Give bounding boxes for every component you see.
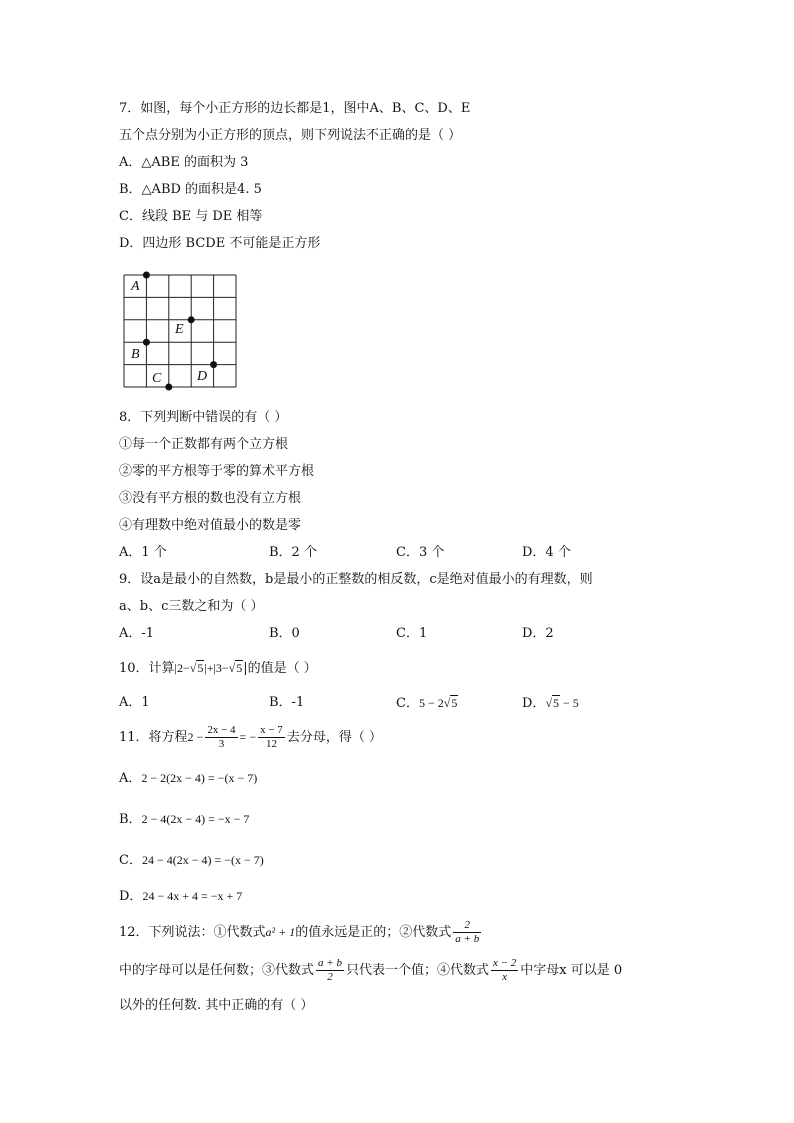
q12-fraction-2 [316, 957, 344, 984]
q12-frac3-num: x − 2 [492, 957, 517, 969]
q12-line3: 以外的任何数. 其中正确的有（ ） [119, 998, 314, 1013]
q9-stem-line1: 9．设a是最小的自然数，b是最小的正整数的相反数，c是绝对值最小的有理数，则 [119, 572, 593, 587]
q11-option-d-label: D． [119, 889, 143, 904]
q9-option-a: A．-1 [119, 626, 155, 641]
point-b-dot [143, 339, 150, 346]
q11-option-b-expr: 2 − 4(2x − 4) = −x − 7 [141, 812, 250, 826]
point-e-dot [188, 316, 195, 323]
q10-stem [119, 660, 317, 677]
q11-option-d-expr: 24 − 4x + 4 = −x + 7 [142, 889, 243, 903]
q10-option-c-expr: 5 − 2 [418, 696, 444, 710]
point-e-label: E [175, 322, 184, 337]
q9-option-c: C．1 [396, 626, 428, 641]
q11-option-a-label: A． [119, 771, 142, 786]
q9-option-b: B．0 [269, 626, 300, 641]
point-d-label: D [197, 369, 208, 384]
q10-option-b: B．-1 [269, 695, 305, 710]
q8-option-d: D．4 个 [522, 545, 571, 560]
q11-option-b-label: B． [119, 812, 142, 827]
q12-fraction-3 [491, 957, 518, 984]
q10-prefix: 10．计算 [119, 661, 175, 676]
point-b-label: B [131, 347, 140, 362]
q11-suffix: 去分母，得（ ） [286, 730, 382, 745]
q12-l1-b: 的值永远是正的；②代数式 [295, 925, 452, 940]
q12-frac3-den: x [502, 971, 508, 983]
q12-frac2-den: 2 [327, 971, 333, 983]
q7-option-a: A．△ABE 的面积为 3 [119, 155, 249, 170]
q11-option-d [119, 888, 242, 905]
q8-item-1: ①每一个正数都有两个立方根 [119, 437, 289, 452]
q10-option-d-tail: − 5 [560, 696, 579, 710]
q11-fraction-1 [205, 724, 237, 751]
q11-option-a-expr: 2 − 2(2x − 4) = −(x − 7) [141, 771, 258, 785]
q8-item-3: ③没有平方根的数也没有立方根 [119, 491, 302, 506]
q10-option-d-label: D． [522, 696, 546, 711]
q8-option-a: A．1 个 [119, 545, 167, 560]
q10-mid: |+|3− [204, 661, 229, 675]
q11-fraction-2 [258, 724, 285, 751]
q10-sqrt1: √5 [189, 661, 204, 675]
point-a-dot [143, 272, 150, 279]
q10-option-a: A．1 [119, 695, 150, 710]
q11-stem [119, 721, 382, 754]
q12-frac1-den: a + b [455, 933, 480, 945]
q12-line1 [119, 916, 483, 949]
q10-rad1: 5 [197, 661, 204, 675]
q12-l1-expr: a² + 1 [265, 925, 296, 939]
q12-frac2-num: a + b [318, 957, 342, 969]
q11-option-c [119, 852, 264, 869]
point-d-dot [210, 361, 217, 368]
q12-fraction-1 [453, 919, 481, 946]
q8-item-2: ②零的平方根等于零的算术平方根 [119, 464, 315, 479]
q12-line2 [119, 955, 622, 987]
q8-item-4: ④有理数中绝对值最小的数是零 [119, 518, 302, 533]
q10-option-c-rad: 5 [451, 696, 458, 710]
q12-l2-c: 中字母x 可以是 0 [520, 963, 623, 978]
q7-stem-line1: 7．如图，每个小正方形的边长都是1，图中A、B、C、D、E [119, 101, 471, 116]
q11-frac2-den: 12 [265, 738, 277, 750]
q7-option-d: D．四边形 BCDE 不可能是正方形 [119, 236, 321, 251]
point-c-dot [165, 384, 172, 391]
q7-option-c: C．线段 BE 与 DE 相等 [119, 209, 263, 224]
q11-frac1-den: 3 [218, 738, 225, 750]
q10-option-c [396, 695, 458, 712]
q11-option-c-expr: 24 − 4(2x − 4) = −(x − 7) [141, 853, 264, 867]
q7-stem-line2: 五个点分别为小正方形的顶点，则下列说法不正确的是（ ） [119, 128, 462, 143]
q10-option-d [522, 695, 579, 712]
q10-option-c-label: C． [396, 696, 419, 711]
q12-l2-b: 只代表一个值；④代数式 [345, 963, 489, 978]
point-a-label: A [131, 279, 140, 294]
q12-l2-a: 中的字母可以是任何数；③代数式 [119, 963, 315, 978]
q11-frac2-num: x − 7 [260, 724, 283, 736]
q11-frac1-num: 2x − 4 [207, 724, 236, 736]
q10-option-d-sqrt: √5 [545, 696, 560, 710]
q8-stem: 8．下列判断中错误的有（ ） [119, 410, 288, 425]
q7-grid-figure [120, 270, 240, 392]
q11-option-a [119, 770, 257, 787]
q11-prefix: 11．将方程 [119, 730, 188, 745]
q11-eq-mid: = − [239, 730, 257, 744]
q10-option-c-sqrt: √5 [443, 696, 458, 710]
q9-stem-line2: a、b、c三数之和为（ ） [119, 599, 264, 614]
q11-option-b [119, 811, 249, 828]
point-c-label: C [152, 371, 162, 386]
q8-option-c: C．3 个 [396, 545, 445, 560]
q8-option-b: B．2 个 [269, 545, 317, 560]
q12-l1-a: 12．下列说法：①代数式 [119, 925, 266, 940]
q11-eq-left: 2 − [187, 730, 204, 744]
q7-option-b: B．△ABD 的面积是4. 5 [119, 182, 262, 197]
q10-abs1: |2− [174, 661, 190, 675]
q10-option-d-rad: 5 [553, 696, 560, 710]
q11-option-c-label: C． [119, 853, 142, 868]
q10-rad2: 5 [236, 661, 243, 675]
q10-sqrt2: √5 [228, 661, 243, 675]
q9-option-d: D．2 [522, 626, 554, 641]
q10-suffix: |的值是（ ） [243, 661, 317, 676]
q12-frac1-num: 2 [453, 919, 481, 933]
